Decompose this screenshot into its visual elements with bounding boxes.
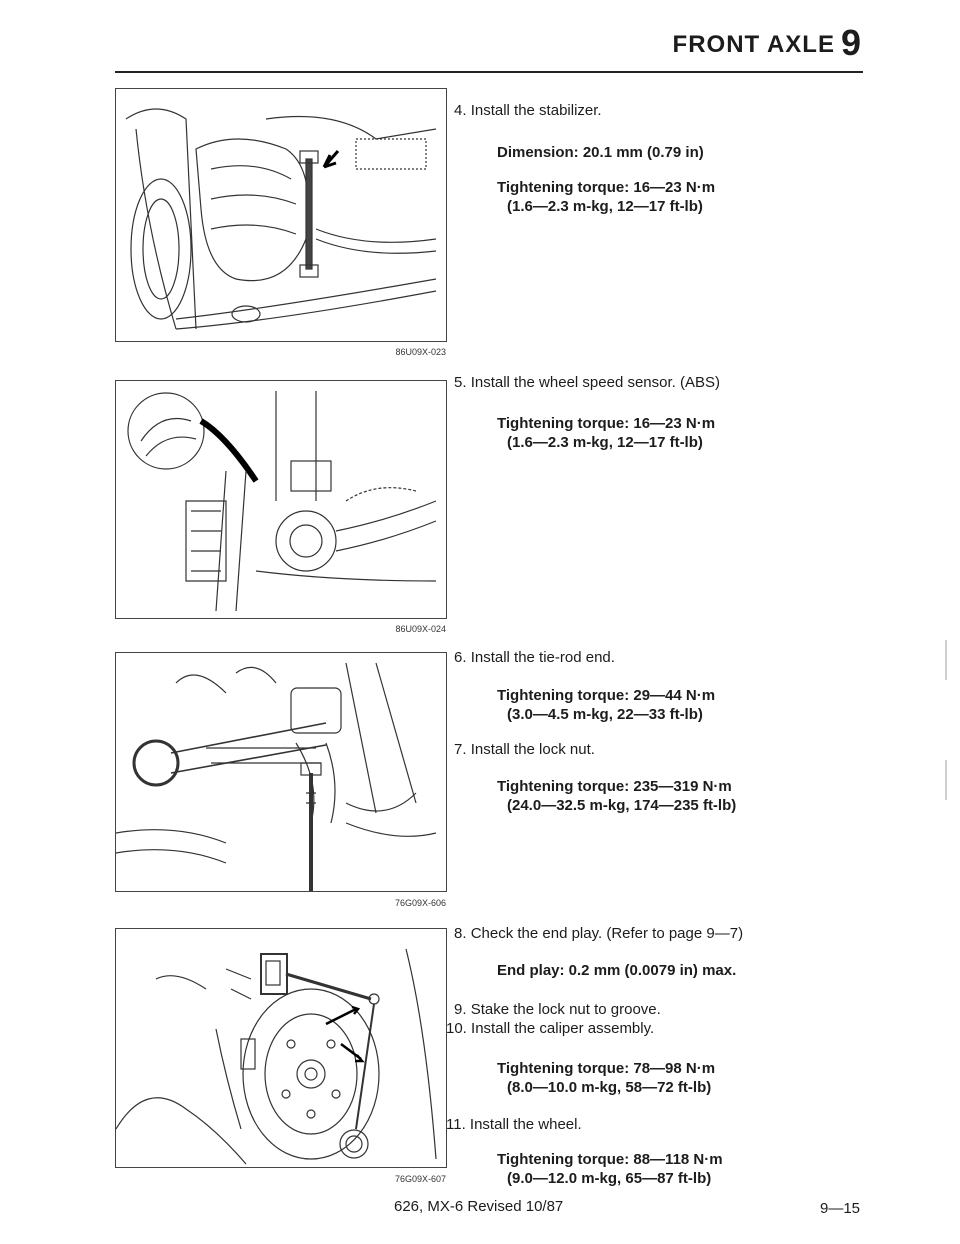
spec-line: Tightening torque: 235—319 N·m <box>497 778 732 795</box>
step-text: Install the wheel. <box>469 1116 582 1133</box>
footer-revision: 626, MX-6 Revised 10/87 <box>394 1198 564 1215</box>
spec-line: End play: 0.2 mm (0.0079 in) max. <box>497 962 737 979</box>
spec-line-metric: (24.0—32.5 m-kg, 174—235 ft-lb) <box>507 797 737 814</box>
margin-mark <box>945 640 947 680</box>
spec-line: Tightening torque: 16—23 N·m <box>497 179 716 196</box>
figure-stabilizer <box>115 88 447 357</box>
spec-line-metric: (1.6—2.3 m-kg, 12—17 ft-lb) <box>507 434 703 451</box>
spec-line-metric: (8.0—10.0 m-kg, 58—72 ft-lb) <box>507 1079 712 1096</box>
step-number: 8. <box>454 925 467 942</box>
step-text: Install the tie-rod end. <box>470 649 615 666</box>
spec-torque-stabilizer <box>497 178 715 216</box>
step-number: 9. <box>454 1001 467 1018</box>
step-10 <box>446 1020 654 1037</box>
figure-wheel-speed-sensor <box>115 380 447 634</box>
step-4 <box>454 102 602 119</box>
spec-dimension <box>497 143 704 162</box>
spec-line: Tightening torque: 16—23 N·m <box>497 415 716 432</box>
step-number: 7. <box>454 741 467 758</box>
step-6 <box>454 649 615 666</box>
step-text: Check the end play. (Refer to page 9—7) <box>470 925 744 942</box>
step-11 <box>446 1116 582 1133</box>
spec-line: Dimension: 20.1 mm (0.79 in) <box>497 144 704 161</box>
step-number: 10. <box>446 1020 467 1037</box>
step-text: Stake the lock nut to groove. <box>470 1001 661 1018</box>
spec-torque-wheel <box>497 1150 723 1188</box>
figure-tie-rod-end <box>115 652 447 908</box>
spec-line-metric: (3.0—4.5 m-kg, 22—33 ft-lb) <box>507 706 703 723</box>
figure-code: 86U09X-024 <box>395 624 446 634</box>
spec-line: Tightening torque: 88—118 N·m <box>497 1151 723 1168</box>
spec-line-metric: (9.0—12.0 m-kg, 65—87 ft-lb) <box>507 1170 712 1187</box>
step-text: Install the caliper assembly. <box>471 1020 655 1037</box>
spec-line: Tightening torque: 78—98 N·m <box>497 1060 716 1077</box>
step-number: 6. <box>454 649 467 666</box>
spec-line-metric: (1.6—2.3 m-kg, 12—17 ft-lb) <box>507 198 703 215</box>
figure-end-play-check <box>115 928 447 1184</box>
figure-code: 86U09X-023 <box>395 347 446 357</box>
page-header <box>673 22 862 64</box>
section-title: FRONT AXLE <box>672 31 835 58</box>
stabilizer-illustration <box>116 89 446 341</box>
margin-mark <box>945 760 947 800</box>
spec-end-play <box>497 961 736 980</box>
step-text: Install the wheel speed sensor. (ABS) <box>470 374 720 391</box>
step-number: 11. <box>446 1116 466 1133</box>
step-7 <box>454 741 595 758</box>
step-number: 5. <box>454 374 467 391</box>
tie-rod-end-illustration <box>116 653 446 891</box>
step-text: Install the lock nut. <box>470 741 595 758</box>
step-8 <box>454 925 743 942</box>
header-rule <box>115 71 863 73</box>
step-5 <box>454 374 720 391</box>
figure-code: 76G09X-607 <box>394 1174 446 1184</box>
step-9 <box>454 1001 661 1018</box>
spec-line: Tightening torque: 29—44 N·m <box>497 687 716 704</box>
spec-torque-lock-nut <box>497 777 736 815</box>
chapter-number: 9 <box>840 22 862 63</box>
spec-torque-caliper <box>497 1059 715 1097</box>
spec-torque-tie-rod <box>497 686 715 724</box>
step-text: Install the stabilizer. <box>470 102 602 119</box>
figure-code: 76G09X-606 <box>394 898 446 908</box>
page-number: 9—15 <box>820 1200 861 1217</box>
step-number: 4. <box>454 102 467 119</box>
wheel-speed-sensor-illustration <box>116 381 446 618</box>
spec-torque-sensor <box>497 414 715 452</box>
end-play-check-illustration <box>116 929 446 1167</box>
